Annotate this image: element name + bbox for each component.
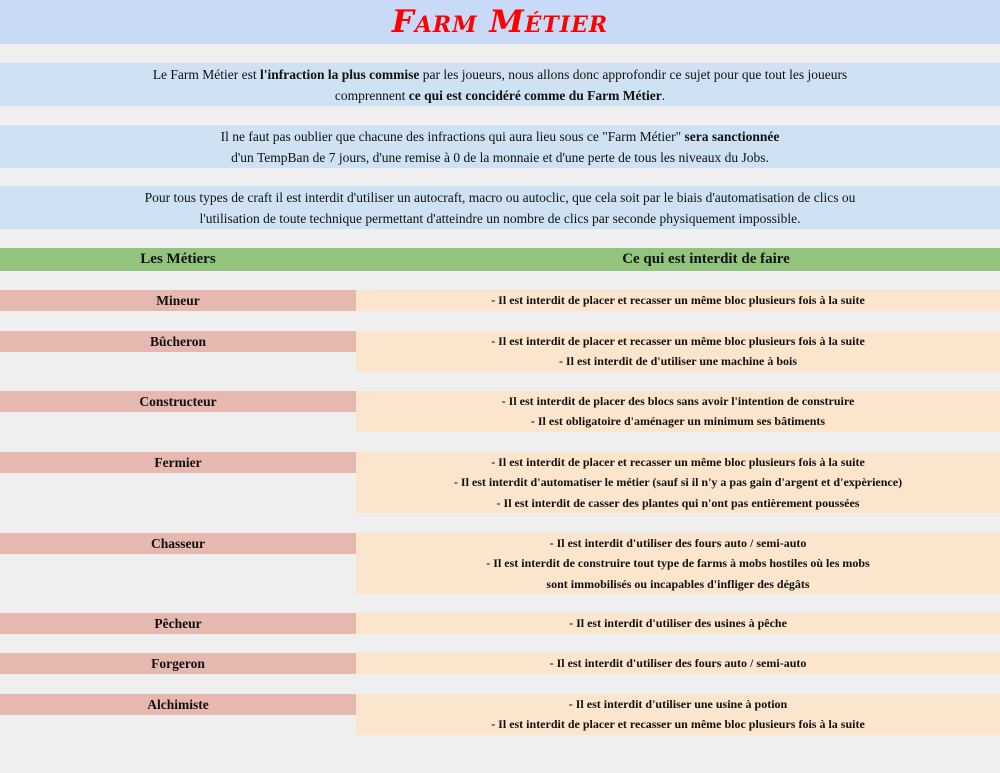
job-name: Forgeron: [0, 653, 356, 674]
intro-text-2: comprennent: [334, 88, 409, 103]
sanction-emphasis: sera sanctionnée: [684, 129, 780, 144]
job-name: Constructeur: [0, 391, 356, 412]
sanction-text: Il ne faut pas oublier que chacune des infractions qui aura lieu sous ce "Farm Métier": [220, 129, 685, 144]
intro-text: Le Farm Métier est: [152, 67, 261, 82]
rule-line: - Il est interdit de placer des blocs sans avoir l'intention de construire: [501, 394, 855, 408]
rule-line: - Il est interdit de placer et recasser un même bloc plusieurs fois à la suite: [491, 455, 865, 469]
job-rules: [356, 331, 1000, 372]
job-rules: [356, 391, 1000, 432]
intro-period: .: [661, 88, 666, 103]
intro-text-end: par les joueurs, nous allons donc approfondir ce sujet pour que tout les joueurs: [419, 67, 848, 82]
craft-line-2: l'utilisation de toute technique permettant d'atteindre un nombre de clics par seconde physiquement impossible.: [199, 211, 801, 226]
sanction-line-2: d'un TempBan de 7 jours, d'une remise à 0 de la monnaie et d'une perte de tous les niveaux du Jobs.: [231, 150, 769, 165]
job-name: Pêcheur: [0, 613, 356, 634]
intro-emphasis: l'infraction la plus commise: [260, 67, 420, 82]
job-rules: [356, 290, 1000, 311]
job-name: Mineur: [0, 290, 356, 311]
rule-line: - Il est interdit d'utiliser des usines à pêche: [569, 616, 787, 630]
rule-line: - Il est interdit de casser des plantes qui n'ont pas entièrement poussées: [496, 495, 860, 510]
job-name: Fermier: [0, 452, 356, 473]
rule-line: - Il est interdit de d'utiliser une machine à bois: [558, 354, 798, 369]
table-header: [0, 248, 1000, 271]
sanction-line-1: [0, 126, 1000, 147]
intro-paragraph: [0, 63, 1000, 106]
intro-line-2: [0, 85, 1000, 106]
rule-line: - Il est interdit d'utiliser des fours auto / semi-auto: [549, 536, 807, 550]
title-bar: [0, 0, 1000, 44]
header-jobs: Les Métiers: [140, 251, 216, 267]
job-name: Chasseur: [0, 533, 356, 554]
sanction-paragraph: [0, 125, 1000, 168]
rule-line: - Il est interdit de placer et recasser un même bloc plusieurs fois à la suite: [491, 293, 865, 307]
job-rules: [356, 452, 1000, 513]
job-rules: [356, 533, 1000, 594]
job-rules: [356, 653, 1000, 674]
rule-line: - Il est interdit de construire tout type de farms à mobs hostiles où les mobs: [486, 556, 870, 571]
rule-line: sont immobilisés ou incapables d'infliger des dégâts: [546, 576, 810, 591]
job-name: Bûcheron: [0, 331, 356, 352]
rule-line: - Il est interdit d'utiliser des fours auto / semi-auto: [549, 656, 807, 670]
job-rules: [356, 613, 1000, 634]
rule-line: - Il est obligatoire d'aménager un minimum ses bâtiments: [530, 414, 826, 429]
rule-line: - Il est interdit d'utiliser une usine à potion: [568, 697, 788, 711]
rule-line: - Il est interdit de placer et recasser un même bloc plusieurs fois à la suite: [491, 334, 865, 348]
intro-emphasis-2: ce qui est concidéré comme du Farm Métier: [408, 88, 662, 103]
page-title: Farm Métier: [391, 4, 609, 40]
job-rules: [356, 694, 1000, 735]
intro-line-1: [0, 64, 1000, 85]
rule-line: - Il est interdit d'automatiser le métier (sauf si il n'y a pas gain d'argent et d'expèrience): [453, 475, 903, 490]
job-name: Alchimiste: [0, 694, 356, 715]
craft-line-1: Pour tous types de craft il est interdit d'utiliser un autocraft, macro ou autoclic, que cela soit par le biais d'automatisation de clics ou: [144, 190, 856, 205]
header-rules: Ce qui est interdit de faire: [622, 251, 790, 267]
rule-line: - Il est interdit de placer et recasser un même bloc plusieurs fois à la suite: [491, 717, 865, 732]
craft-paragraph: [0, 186, 1000, 229]
